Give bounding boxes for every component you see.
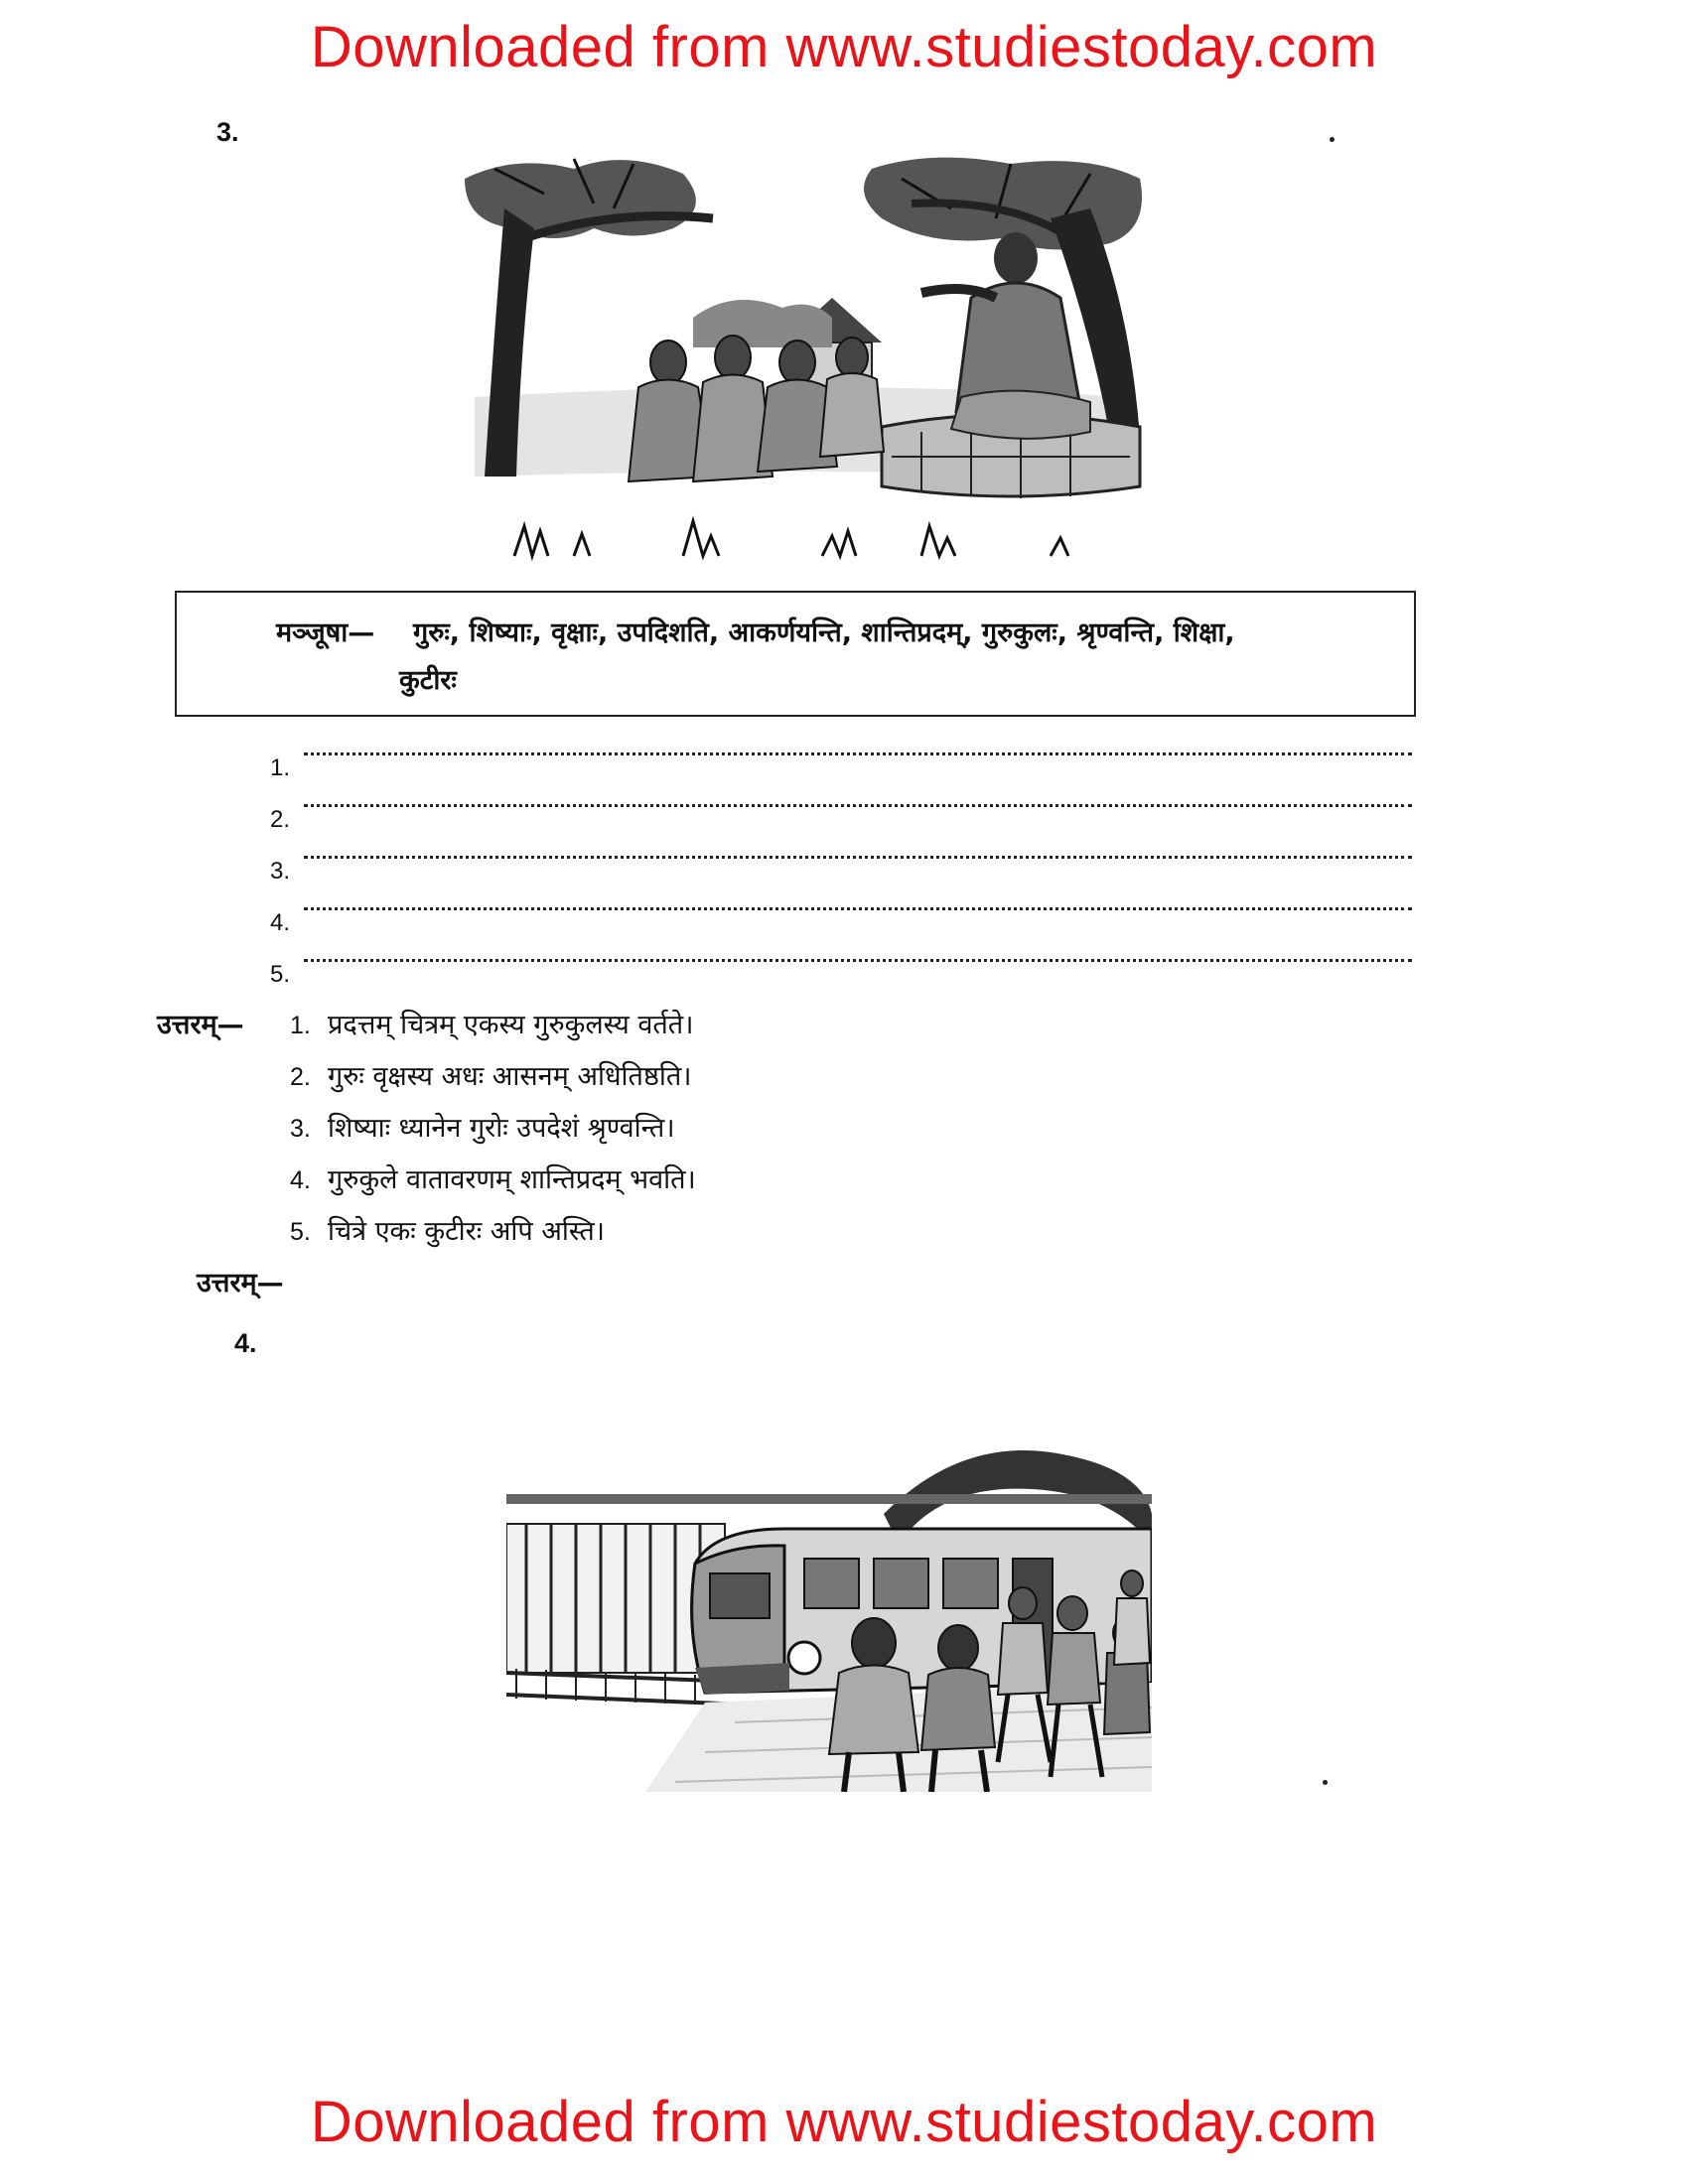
train-station-illustration-icon xyxy=(506,1434,1152,1792)
answer-label: उत्तरम्— xyxy=(157,1010,244,1040)
question-4-number: 4. xyxy=(234,1328,257,1358)
dotted-line xyxy=(304,907,1412,910)
answer-line-3 xyxy=(290,1108,675,1145)
blank-answer-line[interactable] xyxy=(270,743,1412,782)
blank-line-number: 1. xyxy=(270,754,291,781)
word-box xyxy=(175,591,1416,717)
download-banner-bottom: Downloaded from www.studiestoday.com xyxy=(310,2090,1378,2154)
dotted-line xyxy=(304,856,1412,859)
answer-line-2 xyxy=(290,1056,691,1093)
answer-text: चित्रे एकः कुटीरः अपि अस्ति। xyxy=(328,1216,606,1247)
answer-text: गुरुः वृक्षस्य अधः आसनम् अधितिष्ठति। xyxy=(328,1061,692,1092)
answer-line-5 xyxy=(290,1211,605,1248)
answer-line-1 xyxy=(290,1005,693,1041)
answer-text: शिष्याः ध्यानेन गुरोः उपदेशं श्रृण्वन्ति। xyxy=(328,1113,675,1144)
dotted-line xyxy=(304,804,1412,807)
blank-line-number: 5. xyxy=(270,961,291,988)
blank-answer-line[interactable] xyxy=(270,794,1412,834)
gurukul-illustration-icon xyxy=(455,149,1150,566)
answer-number: 1. xyxy=(290,1012,311,1039)
word-box-label: मञ्जूषा— xyxy=(276,617,375,648)
blank-answer-line[interactable] xyxy=(270,897,1412,937)
blank-answer-line[interactable] xyxy=(270,949,1412,989)
answer-number: 5. xyxy=(290,1218,311,1246)
dotted-line xyxy=(304,959,1412,962)
answer-number: 4. xyxy=(290,1166,311,1194)
question-3-number: 3. xyxy=(216,117,239,147)
blank-line-number: 2. xyxy=(270,806,291,833)
blank-line-number: 4. xyxy=(270,909,291,936)
scan-speck xyxy=(1330,137,1335,142)
answer-text: प्रदत्तम् चित्रम् एकस्य गुरुकुलस्य वर्तते। xyxy=(328,1010,694,1040)
blank-line-number: 3. xyxy=(270,858,291,885)
dotted-line xyxy=(304,752,1412,755)
scan-speck xyxy=(1323,1780,1328,1785)
answer-label-2: उत्तरम्— xyxy=(197,1268,284,1298)
answer-number: 2. xyxy=(290,1063,311,1091)
answer-number: 3. xyxy=(290,1115,311,1143)
answer-text: गुरुकुले वातावरणम् शान्तिप्रदम् भवति। xyxy=(328,1164,696,1195)
blank-answer-line[interactable] xyxy=(270,846,1412,886)
download-banner-top: Downloaded from www.studiestoday.com xyxy=(310,15,1378,79)
answer-line-4 xyxy=(290,1160,696,1196)
word-box-words-line-1: गुरुः, शिष्याः, वृक्षाः, उपदिशति, आकर्णयन्ति, शान्तिप्रदम्, गुरुकुलः, श्रृण्वन्ति, शिक्षा, xyxy=(413,617,1235,648)
word-box-words-line-2: कुटीरः xyxy=(399,665,457,696)
